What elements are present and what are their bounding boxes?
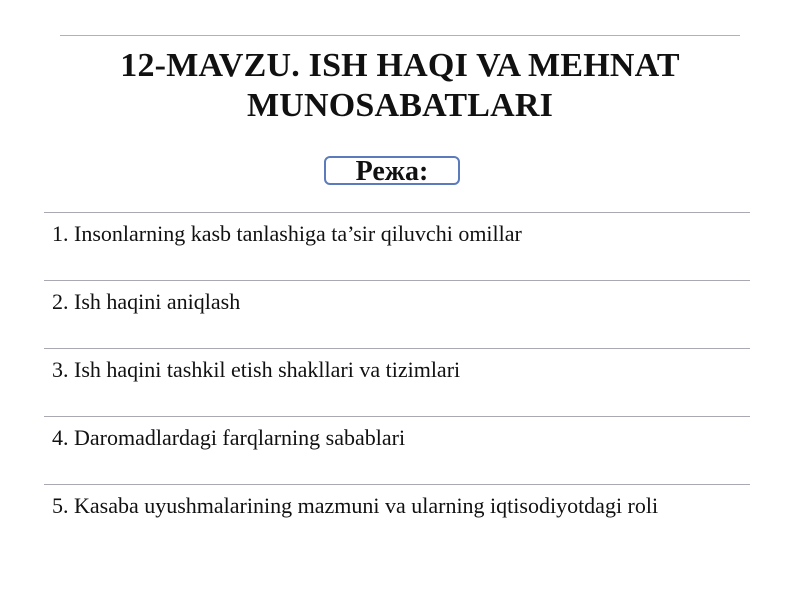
- plan-item-4: 4. Daromadlardagi farqlarning sabablari: [44, 416, 750, 484]
- plan-heading-badge: Режа:: [324, 156, 460, 185]
- plan-item-2: 2. Ish haqini aniqlash: [44, 280, 750, 348]
- plan-list: [44, 212, 750, 564]
- slide-title: [40, 46, 760, 126]
- slide-title-line-2: MUNOSABATLARI: [246, 87, 554, 124]
- top-divider: [60, 35, 740, 36]
- plan-item-5: 5. Kasaba uyushmalarining mazmuni va ularning iqtisodiyotdagi roli: [44, 484, 750, 564]
- slide-title-line-1: 12-MAVZU. ISH HAQI VA MEHNAT: [120, 47, 680, 84]
- plan-item-1: 1. Insonlarning kasb tanlashiga ta’sir qiluvchi omillar: [44, 212, 750, 280]
- plan-item-3: 3. Ish haqini tashkil etish shakllari va tizimlari: [44, 348, 750, 416]
